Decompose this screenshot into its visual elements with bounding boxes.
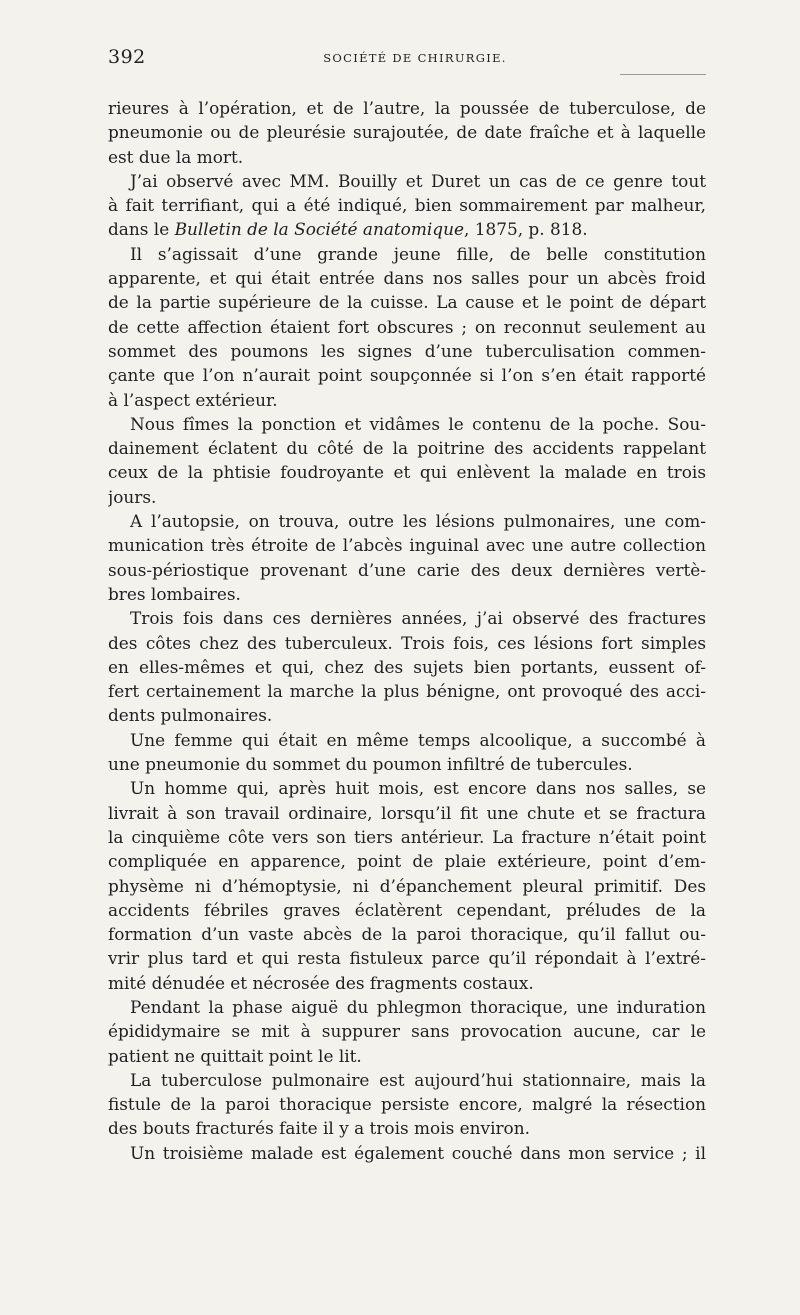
text-line: pneumonie ou de pleurésie surajoutée, de date fraîche et à laquelle [108, 122, 706, 143]
text-line: une pneumonie du sommet du poumon infiltré de tubercules. [108, 754, 633, 775]
text-line: rieures à l’opération, et de l’autre, la poussée de tuberculose, de [108, 98, 706, 118]
text-line: en elles-mêmes et qui, chez des sujets bien portants, eussent of- [108, 656, 706, 677]
text-line: Trois fois dans ces dernières années, j’ai observé des fractures [130, 608, 706, 629]
text-line: Un troisième malade est également couché dans mon service ; il [130, 1142, 706, 1163]
text-line: fert certainement la marche la plus bénigne, ont provoqué des acci- [108, 681, 706, 702]
text-line: patient ne quittait point le lit. [108, 1045, 362, 1066]
text-line: dents pulmonaires. [108, 705, 273, 726]
text-line: munication très étroite de l’abcès inguinal avec une autre collection [108, 535, 706, 556]
body-text [108, 96, 706, 1165]
text-line: sommet des poumons les signes d’une tuberculisation commen- [108, 340, 706, 361]
text-line: Une femme qui était en même temps alcoolique, a succombé à [130, 729, 706, 750]
page-number: 392 [108, 46, 146, 68]
text-line: J’ai observé avec MM. Bouilly et Duret un cas de ce genre tout [130, 170, 706, 191]
running-title: SOCIÉTÉ DE CHIRURGIE. [323, 51, 507, 65]
text-line: dans le Bulletin de la Société anatomique, 1875, p. 818. [108, 219, 588, 240]
text-line: accidents fébriles graves éclatèrent cependant, préludes de la [108, 899, 706, 920]
text-line: est due la mort. [108, 146, 244, 167]
text-line: la cinquième côte vers son tiers antérieur. La fracture n’était point [108, 826, 706, 847]
header-rule [620, 74, 706, 75]
text-line: apparente, et qui était entrée dans nos salles pour un abcès froid [108, 268, 706, 289]
text-line: de cette affection étaient fort obscures ; on reconnut seulement au [108, 316, 706, 337]
text-line: bres lombaires. [108, 583, 241, 604]
text-line: des côtes chez des tuberculeux. Trois fois, ces lésions fort simples [108, 632, 706, 653]
text-line: Pendant la phase aiguë du phlegmon thoracique, une induration [130, 996, 706, 1017]
text-line: dainement éclatent du côté de la poitrine des accidents rappelant [108, 438, 706, 459]
text-line: Il s’agissait d’une grande jeune fille, de belle constitution [130, 243, 706, 264]
text-line: mité dénudée et nécrosée des fragments costaux. [108, 972, 534, 993]
page-header [108, 46, 706, 74]
text-line: à l’aspect extérieur. [108, 389, 278, 410]
journal-title: Bulletin de la Société anatomique [174, 219, 464, 240]
text-line: sous-périostique provenant d’une carie des deux dernières vertè- [108, 559, 706, 580]
text-line: fistule de la paroi thoracique persiste encore, malgré la résection [108, 1094, 706, 1115]
text-line: vrir plus tard et qui resta fistuleux parce qu’il répondait à l’extré- [108, 948, 706, 969]
text-line: ceux de la phtisie foudroyante et qui enlèvent la malade en trois [108, 462, 706, 483]
text-line: Nous fîmes la ponction et vidâmes le contenu de la poche. Sou- [130, 413, 706, 434]
text-line: Un homme qui, après huit mois, est encore dans nos salles, se [130, 778, 706, 799]
text-line: de la partie supérieure de la cuisse. La cause et le point de départ [108, 292, 706, 313]
text-line: çante que l’on n’aurait point soupçonnée si l’on s’en était rapporté [108, 365, 706, 386]
text-line: La tuberculose pulmonaire est aujourd’hui stationnaire, mais la [130, 1069, 706, 1090]
text-line: A l’autopsie, on trouva, outre les lésions pulmonaires, une com- [130, 511, 706, 532]
text-line: formation d’un vaste abcès de la paroi thoracique, qu’il fallut ou- [108, 924, 706, 945]
text-line: à fait terrifiant, qui a été indiqué, bien sommairement par malheur, [108, 195, 706, 216]
text-line: jours. [108, 486, 157, 507]
text-line: livrait à son travail ordinaire, lorsqu’il fit une chute et se fractura [108, 802, 706, 823]
text-line: physème ni d’hémoptysie, ni d’épanchement pleural primitif. Des [108, 875, 706, 896]
text-line: des bouts fracturés faite il y a trois mois environ. [108, 1118, 530, 1139]
text-line: compliquée en apparence, point de plaie extérieure, point d’em- [108, 851, 706, 872]
text-line: épididymaire se mit à suppurer sans provocation aucune, car le [108, 1021, 706, 1042]
